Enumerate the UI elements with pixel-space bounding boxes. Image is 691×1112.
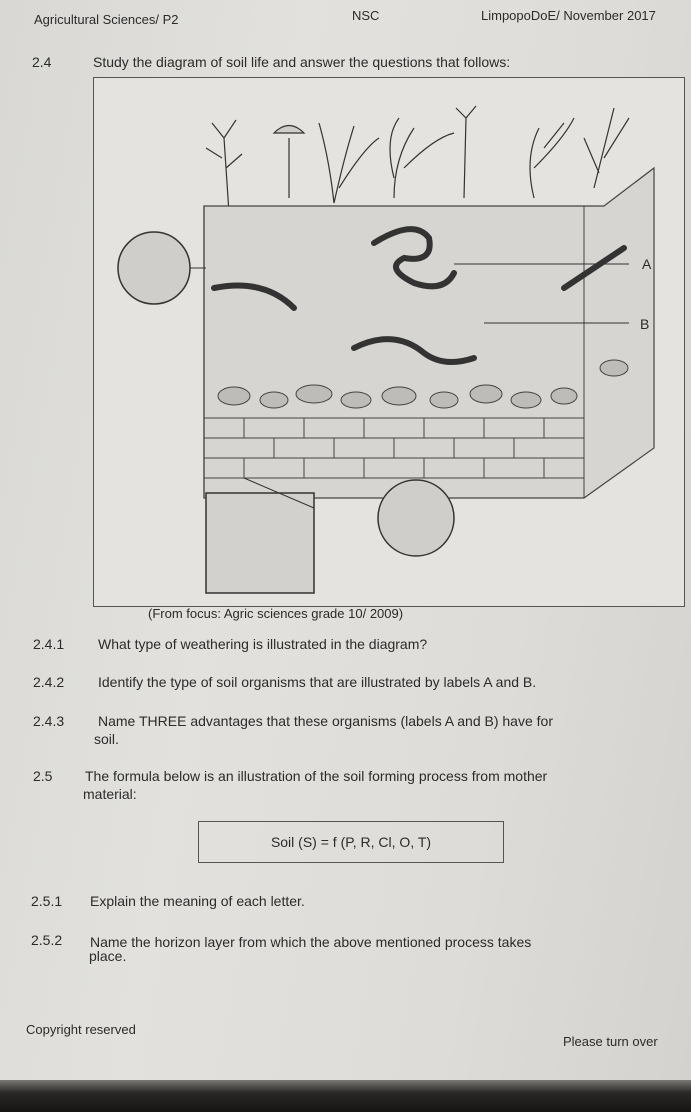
- question-number-2-5: 2.5: [33, 768, 53, 784]
- question-2-5-2-line1: Name the horizon layer from which the above mentioned process takes: [90, 934, 532, 950]
- question-2-4-instruction: Study the diagram of soil life and answer the questions that follows:: [93, 54, 511, 70]
- figure-caption: (From focus: Agric sciences grade 10/ 2009): [148, 606, 404, 621]
- soil-formula: Soil (S) = f (P, R, Cl, O, T): [270, 834, 432, 850]
- header-subject: Agricultural Sciences/ P2: [34, 12, 179, 27]
- question-number-2-4-1: 2.4.1: [33, 636, 65, 652]
- magnified-circle-left: [118, 232, 190, 304]
- question-2-5-1-text: Explain the meaning of each letter.: [90, 893, 305, 909]
- question-number-2-5-2: 2.5.2: [31, 932, 63, 948]
- question-2-4-1-text: What type of weathering is illustrated in the diagram?: [98, 636, 428, 652]
- soil-life-diagram: [93, 77, 685, 607]
- question-2-5-2-line2: place.: [89, 948, 127, 964]
- diagram-label-b: B: [640, 316, 650, 332]
- question-number-2-4-3: 2.4.3: [33, 713, 65, 729]
- question-number-2-5-1: 2.5.1: [31, 893, 63, 909]
- soil-life-illustration: [94, 78, 684, 606]
- formula-box: [198, 821, 504, 863]
- question-2-4-3-line2: soil.: [94, 731, 119, 747]
- question-number-2-4: 2.4: [32, 54, 52, 70]
- diagram-label-a: A: [642, 256, 652, 272]
- surface-plants-graphic: [206, 106, 629, 213]
- page-edge-shadow: [0, 1080, 691, 1112]
- footer-copyright: Copyright reserved: [26, 1022, 136, 1037]
- question-2-4-2-text: Identify the type of soil organisms that are illustrated by labels A and B.: [98, 674, 537, 690]
- header-source: LimpopoDoE/ November 2017: [481, 8, 656, 23]
- footer-please-turn-over: Please turn over: [563, 1034, 658, 1049]
- header-exam: NSC: [352, 8, 380, 23]
- question-number-2-4-2: 2.4.2: [33, 674, 65, 690]
- magnified-circle-bottom: [378, 480, 454, 556]
- question-2-4-3-line1: Name THREE advantages that these organisms (labels A and B) have for: [98, 713, 553, 729]
- question-2-5-line1: The formula below is an illustration of the soil forming process from mother: [85, 768, 548, 784]
- question-2-5-line2: material:: [83, 786, 137, 802]
